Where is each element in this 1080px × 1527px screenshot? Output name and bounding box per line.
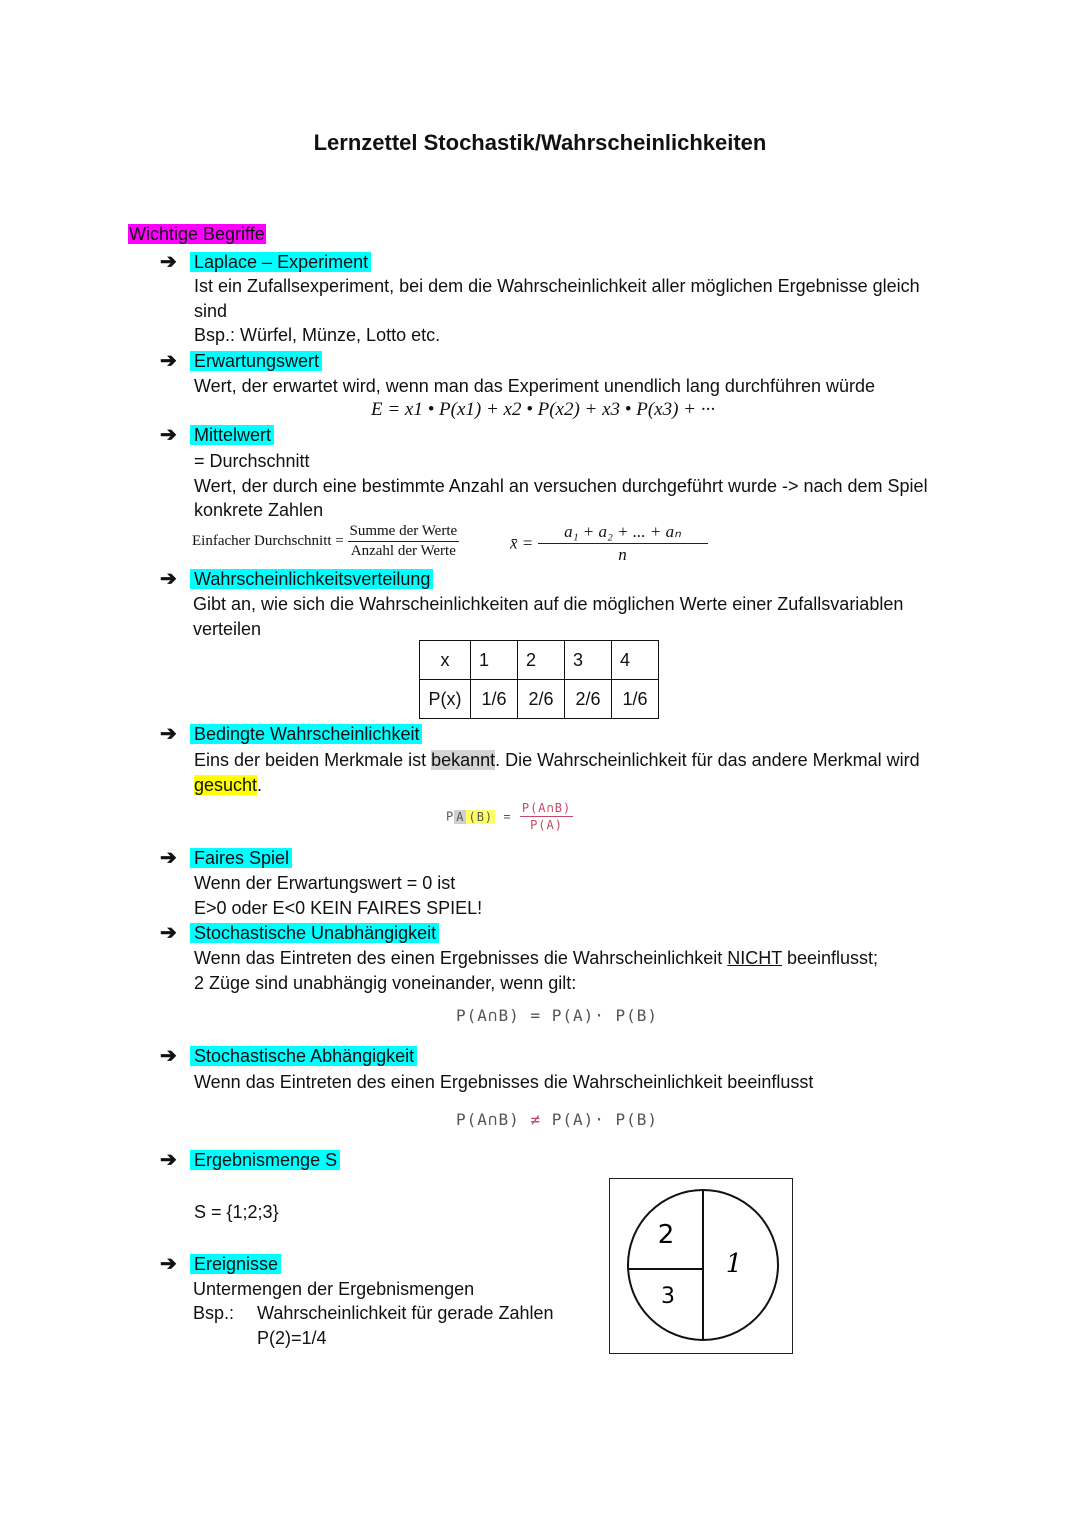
unabh-line1b: beeinflusst; bbox=[781, 948, 879, 968]
heading-ereignisse bbox=[160, 1252, 281, 1276]
cond-b: (B) bbox=[468, 809, 494, 824]
laplace-line1: Ist ein Zufallsexperiment, bei dem die Wahrscheinlichkeit aller möglichen Ergebnisse gleich bbox=[194, 276, 920, 296]
heading-mittelwert-label: Mittelwert bbox=[190, 425, 274, 445]
formula-simple-num: Summe der Werte bbox=[348, 523, 460, 542]
mittelwert-body bbox=[194, 449, 928, 523]
heading-erwartungswert-label: Erwartungswert bbox=[190, 351, 322, 371]
bedingt-end: . bbox=[257, 774, 263, 795]
wheel-svg bbox=[610, 1179, 791, 1352]
ereignisse-example bbox=[257, 1301, 553, 1350]
table-row bbox=[420, 641, 659, 680]
table-cell: 1/6 bbox=[612, 680, 659, 719]
formula-mean-lhs: x̄ = bbox=[510, 533, 534, 553]
table-cell: 1/6 bbox=[471, 680, 518, 719]
arrow-right-icon: ➔ bbox=[160, 568, 177, 590]
table-cell: 2 bbox=[518, 641, 565, 680]
formula-simple-average bbox=[192, 523, 459, 560]
table-cell: 1 bbox=[471, 641, 518, 680]
heading-ereignisse-label: Ereignisse bbox=[190, 1254, 281, 1274]
bedingt-text-b: . Die Wahrscheinlichkeit für das andere Merkmal wird bbox=[495, 750, 920, 770]
fair-line1: Wenn der Erwartungswert = 0 ist bbox=[194, 873, 456, 893]
cond-eq: = bbox=[503, 809, 512, 824]
arrow-right-icon: ➔ bbox=[160, 1149, 177, 1171]
fair-line2: E>0 oder E<0 KEIN FAIRES SPIEL! bbox=[194, 897, 483, 918]
unabh-line1 bbox=[194, 946, 878, 971]
ereignisse-line2: Wahrscheinlichkeit für gerade Zahlen bbox=[257, 1303, 554, 1323]
arrow-right-icon: ➔ bbox=[160, 350, 177, 372]
page-title: Lernzettel Stochastik/Wahrscheinlichkeiten bbox=[313, 130, 767, 155]
section-heading bbox=[128, 222, 266, 247]
heading-ergebnismenge bbox=[160, 1148, 340, 1172]
unabh-line2: 2 Züge sind unabhängig voneinander, wenn gilt: bbox=[194, 972, 577, 993]
wheel-label-1: 1 bbox=[725, 1249, 743, 1279]
heading-unabh bbox=[160, 921, 439, 945]
cond-a: A bbox=[456, 809, 465, 824]
distribution-table bbox=[419, 640, 659, 719]
erwartungswert-formula: E = x1 • P(x1) + x2 • P(x2) + x3 • P(x3) + ··· bbox=[371, 399, 715, 420]
table-row bbox=[420, 680, 659, 719]
laplace-line2: sind bbox=[194, 300, 228, 321]
heading-fair-label: Faires Spiel bbox=[190, 848, 292, 868]
table-cell: 2/6 bbox=[518, 680, 565, 719]
arrow-right-icon: ➔ bbox=[160, 424, 177, 446]
wheel-label-2: 2 bbox=[657, 1220, 675, 1250]
abh-neq: ≠ bbox=[530, 1110, 542, 1129]
table-cell: 4 bbox=[612, 641, 659, 680]
unabh-line1a: Wenn das Eintreten des einen Ergebnisses die Wahrscheinlichkeit bbox=[194, 948, 728, 968]
ereignisse-line3: P(2)=1/4 bbox=[257, 1327, 327, 1348]
abh-lhs: P(A∩B) bbox=[456, 1110, 520, 1129]
unabh-not: NICHT bbox=[727, 948, 782, 968]
arrow-right-icon: ➔ bbox=[160, 251, 177, 273]
cond-p: P bbox=[446, 809, 455, 824]
ereignisse-bsp: Bsp.: bbox=[193, 1303, 235, 1323]
verteilung-line1: Gibt an, wie sich die Wahrscheinlichkeiten auf die möglichen Werte einer Zufallsvariablen bbox=[193, 594, 904, 614]
heading-ergebnismenge-label: Ergebnismenge S bbox=[190, 1150, 340, 1170]
cond-num: P(A∩B) bbox=[521, 801, 572, 815]
heading-abh bbox=[160, 1044, 417, 1068]
table-cell: x bbox=[420, 641, 471, 680]
heading-fair bbox=[160, 846, 292, 870]
wheel-label-3: 3 bbox=[661, 1284, 675, 1309]
laplace-line3: Bsp.: Würfel, Münze, Lotto etc. bbox=[194, 325, 441, 345]
arrow-right-icon: ➔ bbox=[160, 847, 177, 869]
distribution-table-wrap bbox=[419, 640, 659, 719]
arrow-right-icon: ➔ bbox=[160, 922, 177, 944]
verteilung-line2: verteilen bbox=[193, 618, 262, 639]
formula-dependence bbox=[456, 1110, 658, 1129]
arrow-right-icon: ➔ bbox=[160, 1253, 177, 1275]
formula-mean-num: a₁ + a₂ + ... + aₙ bbox=[538, 522, 708, 544]
wheel-diagram bbox=[609, 1178, 793, 1354]
table-cell: 3 bbox=[565, 641, 612, 680]
laplace-body bbox=[194, 274, 920, 348]
bedingt-known: bekannt bbox=[431, 750, 496, 770]
heading-bedingt bbox=[160, 722, 422, 746]
heading-abh-label: Stochastische Abhängigkeit bbox=[190, 1046, 417, 1066]
unabh-body bbox=[194, 946, 878, 995]
arrow-right-icon: ➔ bbox=[160, 723, 177, 745]
heading-bedingt-label: Bedingte Wahrscheinlichkeit bbox=[190, 724, 422, 744]
table-cell: P(x) bbox=[420, 680, 471, 719]
bedingt-sought: gesucht bbox=[194, 774, 258, 795]
ergebnismenge-line1: S = {1;2;3} bbox=[194, 1202, 279, 1222]
formula-independence: P(A∩B) = P(A)· P(B) bbox=[456, 1006, 659, 1025]
formula-conditional bbox=[446, 801, 573, 832]
bedingt-body bbox=[194, 748, 920, 797]
heading-unabh-label: Stochastische Unabhängigkeit bbox=[190, 923, 439, 943]
ereignisse-line1: Untermengen der Ergebnismengen bbox=[193, 1279, 475, 1299]
verteilung-body bbox=[193, 592, 903, 641]
section-label: Wichtige Begriffe bbox=[129, 224, 265, 244]
heading-erwartungswert bbox=[160, 349, 322, 373]
mittelwert-line1: = Durchschnitt bbox=[194, 451, 310, 471]
formula-mean-den: n bbox=[618, 545, 627, 564]
fair-body bbox=[194, 871, 482, 920]
abh-line1: Wenn das Eintreten des einen Ergebnisses die Wahrscheinlichkeit beeinflusst bbox=[194, 1072, 814, 1092]
heading-laplace-label: Laplace – Experiment bbox=[190, 252, 371, 272]
heading-mittelwert bbox=[160, 423, 274, 447]
table-cell: 2/6 bbox=[565, 680, 612, 719]
heading-verteilung bbox=[160, 567, 433, 591]
formula-mean bbox=[510, 522, 708, 565]
mittelwert-line3: konkrete Zahlen bbox=[194, 500, 324, 520]
bedingt-line1 bbox=[194, 748, 920, 773]
heading-laplace bbox=[160, 250, 371, 274]
arrow-right-icon: ➔ bbox=[160, 1045, 177, 1067]
formula-simple-label: Einfacher Durchschnitt = bbox=[192, 533, 344, 549]
erwartungswert-line1: Wert, der erwartet wird, wenn man das Experiment unendlich lang durchführen würde bbox=[194, 376, 876, 396]
bedingt-line2 bbox=[194, 773, 920, 798]
mittelwert-line2: Wert, der durch eine bestimmte Anzahl an versuchen durchgeführt wurde -> nach dem Spiel bbox=[194, 475, 928, 496]
abh-rhs: P(A)· P(B) bbox=[551, 1110, 659, 1129]
formula-simple-den: Anzahl der Werte bbox=[350, 543, 456, 559]
cond-den: P(A) bbox=[530, 818, 563, 832]
bedingt-text-a: Eins der beiden Merkmale ist bbox=[194, 750, 432, 770]
heading-verteilung-label: Wahrscheinlichkeitsverteilung bbox=[190, 569, 433, 589]
